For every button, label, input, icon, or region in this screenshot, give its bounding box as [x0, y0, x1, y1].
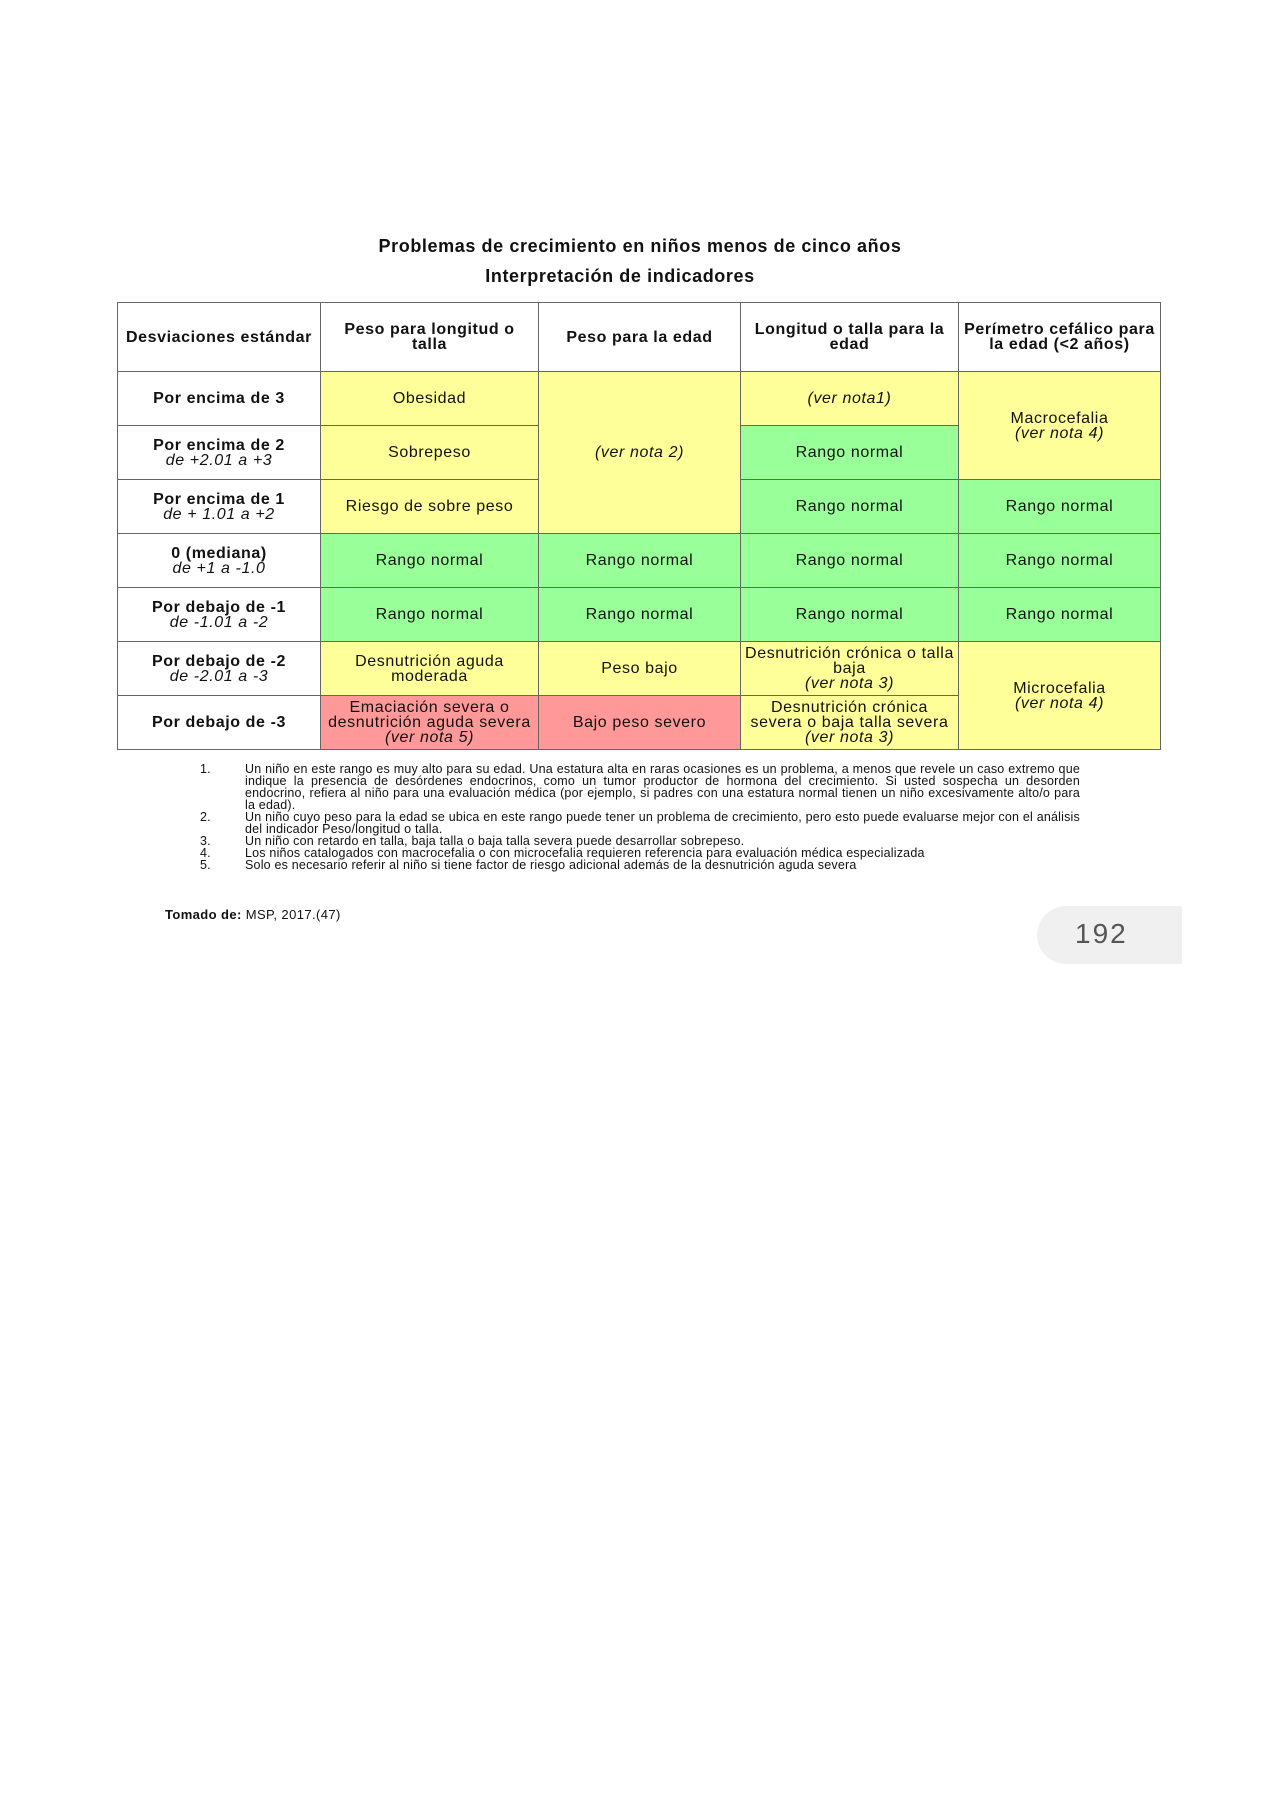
footnote: 4. Los niños catalogados con macrocefalia o con microcefalia requieren referencia para evaluación médica especializada	[200, 846, 925, 860]
row-label: Por debajo de -1 de -1.01 a -2	[118, 588, 321, 642]
cell-macrocefalia: Macrocefalia (ver nota 4)	[959, 372, 1161, 480]
cell-rango-normal: Rango normal	[741, 480, 959, 534]
header-row	[118, 303, 1161, 372]
cell-microcefalia: Microcefalia (ver nota 4)	[959, 642, 1161, 750]
cell-talla-alta-note: (ver nota1)	[741, 372, 959, 426]
row-label: Por encima de 2 de +2.01 a +3	[118, 426, 321, 480]
cell-sobrepeso: Sobrepeso	[321, 426, 539, 480]
row-label: Por encima de 1 de + 1.01 a +2	[118, 480, 321, 534]
cell-desnutricion-moderada: Desnutrición aguda moderada	[321, 642, 539, 696]
cell-rango-normal: Rango normal	[959, 588, 1161, 642]
cell-talla-baja: Desnutrición crónica o talla baja (ver nota 3)	[741, 642, 959, 696]
row-label: 0 (mediana) de +1 a -1.0	[118, 534, 321, 588]
document-title: Problemas de crecimiento en niños menos de cinco años	[378, 236, 902, 256]
table-row	[118, 642, 1161, 696]
footnotes	[200, 763, 1080, 871]
footnote: 5. Solo es necesario referir al niño si tiene factor de riesgo adicional además de la desnutrición aguda severa	[200, 858, 857, 872]
header-perimetro-cefalico: Perímetro cefálico para la edad (<2 años)	[959, 303, 1161, 372]
cell-obesidad: Obesidad	[321, 372, 539, 426]
table-row	[118, 588, 1161, 642]
cell-rango-normal: Rango normal	[741, 588, 959, 642]
header-peso-longitud: Peso para longitud o talla	[321, 303, 539, 372]
cell-talla-baja-severa: Desnutrición crónica severa o baja talla severa (ver nota 3)	[741, 696, 959, 750]
table-row	[118, 534, 1161, 588]
indicators-table	[117, 302, 1161, 750]
cell-rango-normal: Rango normal	[741, 534, 959, 588]
cell-rango-normal: Rango normal	[741, 426, 959, 480]
page-number: 192	[1075, 918, 1128, 949]
table-row	[118, 372, 1161, 426]
row-label: Por encima de 3	[118, 372, 321, 426]
source-citation: Tomado de: MSP, 2017.(47)	[165, 907, 341, 922]
row-label: Por debajo de -3	[118, 696, 321, 750]
footnote: 1. Un niño en este rango es muy alto para su edad. Una estatura alta en raras ocasiones es un problema, a menos que revele un caso extremo que indique la presencia de desórdenes endocrinos, como un tumor productor de hormona del crecimiento. Si usted sospecha un desorden endocrino, refiera al niño para una evaluación médica (por ejemplo, si padres con una estatura normal tienen un niño excesivamente alto/o para la edad).	[200, 762, 1080, 812]
cell-rango-normal: Rango normal	[321, 588, 539, 642]
cell-peso-bajo: Peso bajo	[539, 642, 741, 696]
cell-bajo-peso-severo: Bajo peso severo	[539, 696, 741, 750]
cell-rango-normal: Rango normal	[321, 534, 539, 588]
header-longitud-edad: Longitud o talla para la edad	[741, 303, 959, 372]
cell-rango-normal: Rango normal	[959, 534, 1161, 588]
cell-rango-normal: Rango normal	[539, 534, 741, 588]
footnote: 3. Un niño con retardo en talla, baja talla o baja talla severa puede desarrollar sobrepeso.	[200, 834, 745, 848]
document-subtitle: Interpretación de indicadores	[485, 266, 755, 286]
cell-desnutricion-severa: Emaciación severa o desnutrición aguda severa (ver nota 5)	[321, 696, 539, 750]
row-label: Por debajo de -2 de -2.01 a -3	[118, 642, 321, 696]
header-desviaciones: Desviaciones estándar	[118, 303, 321, 372]
cell-rango-normal: Rango normal	[539, 588, 741, 642]
footnote: 2. Un niño cuyo peso para la edad se ubica en este rango puede tener un problema de crecimiento, pero esto puede evaluarse mejor con el análisis del indicador Peso/longitud o talla.	[200, 810, 1080, 836]
cell-rango-normal: Rango normal	[959, 480, 1161, 534]
cell-riesgo-sobrepeso: Riesgo de sobre peso	[321, 480, 539, 534]
header-peso-edad: Peso para la edad	[539, 303, 741, 372]
cell-peso-edad-note: (ver nota 2)	[539, 372, 741, 534]
